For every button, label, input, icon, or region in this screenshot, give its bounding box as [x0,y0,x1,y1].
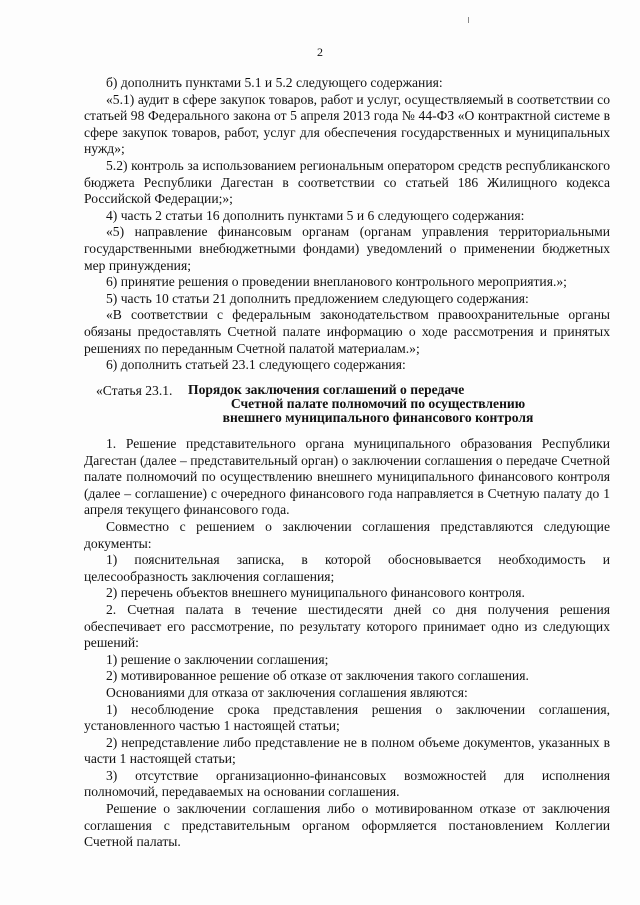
paragraph: 6) принятие решения о проведении внепланового контрольного мероприятия.»; [106,274,567,290]
article-title-line: внешнего муниципального финансового контроля [222,409,534,425]
paragraph: Решение о заключении соглашения либо о мотивированном отказе от заключения соглашения с представительным органом оформляется постановлением Коллегии Счетной палаты. [84,801,610,850]
article-title-line: Счетной палате полномочий по осуществлению [230,395,526,411]
paragraph: 2) мотивированное решение об отказе от заключения такого соглашения. [106,668,529,684]
paragraph: «В соответствии с федеральным законодательством правоохранительные органы обязаны предоставлять Счетной палате информацию о ходе рассмотрения и принятых решениях по переданным Счетной палатой материалам.»; [84,307,610,356]
paragraph: 2) непредставление либо представление не в полном объеме документов, указанных в части 1 настоящей статьи; [84,734,610,767]
paragraph: «5.1) аудит в сфере закупок товаров, работ и услуг, осуществляемый в соответствии со статьей 98 Федерального закона от 5 апреля 2013 года № 44-ФЗ «О контрактной системе в сфере закупок товаров, работ, услуг для обеспечения государственных и муниципальных нужд»; [84,91,610,157]
paragraph: 1. Решение представительного органа муниципального образования Республики Дагестан (далее – представительный орган) о заключении соглашения о передаче Счетной палате полномочий по осуществлению внешнего муниципального финансового контроля (далее – соглашение) с очередного финансового года направляется в Счетную палату до 1 апреля текущего финансового года. [84,436,610,518]
paragraph: 6) дополнить статьей 23.1 следующего содержания: [106,357,406,373]
article-body [84,436,610,851]
page-number: 2 [317,45,323,59]
paragraph: 3) отсутствие организационно-финансовых возможностей для исполнения полномочий, передаваемых на основании соглашения. [84,767,610,800]
article-title-line: Порядок заключения соглашений о передаче [188,382,465,397]
paragraph: б) дополнить пунктами 5.1 и 5.2 следующего содержания: [106,75,443,90]
article-label: «Статья 23.1. [96,383,173,398]
paragraph: Основаниями для отказа от заключения соглашения являются: [106,684,468,700]
paragraph: «5) направление финансовым органам (органам управления территориальными государственными внебюджетными фондами) уведомлений о применении бюджетных мер принуждения; [84,224,610,273]
paragraph: 4) часть 2 статьи 16 дополнить пунктами 5 и 6 следующего содержания: [106,207,525,223]
paragraph: 5.2) контроль за использованием региональным оператором средств республиканского бюджета Республики Дагестан в соответствии со статьей 186 Жилищного кодекса Российской Федерации;»; [84,157,610,207]
paragraph: 2. Счетная палата в течение шестидесяти дней со дня получения решения обеспечивает его рассмотрение, по результату которого принимает одно из следующих решений: [84,601,610,651]
scan-mark [468,17,469,23]
paragraph: Совместно с решением о заключении соглашения представляются следующие документы: [84,518,610,551]
top-text-block [84,75,610,374]
article-title [188,383,568,424]
paragraph: 1) пояснительная записка, в которой обосновывается необходимость и целесообразность заключения соглашения; [84,552,610,584]
paragraph: 1) решение о заключении соглашения; [106,651,329,667]
paragraph: 1) несоблюдение срока представления решения о заключении соглашения, установленного частью 1 настоящей статьи; [84,701,610,734]
paragraph: 2) перечень объектов внешнего муниципального финансового контроля. [106,585,525,601]
paragraph: 5) часть 10 статьи 21 дополнить предложением следующего содержания: [106,290,529,306]
